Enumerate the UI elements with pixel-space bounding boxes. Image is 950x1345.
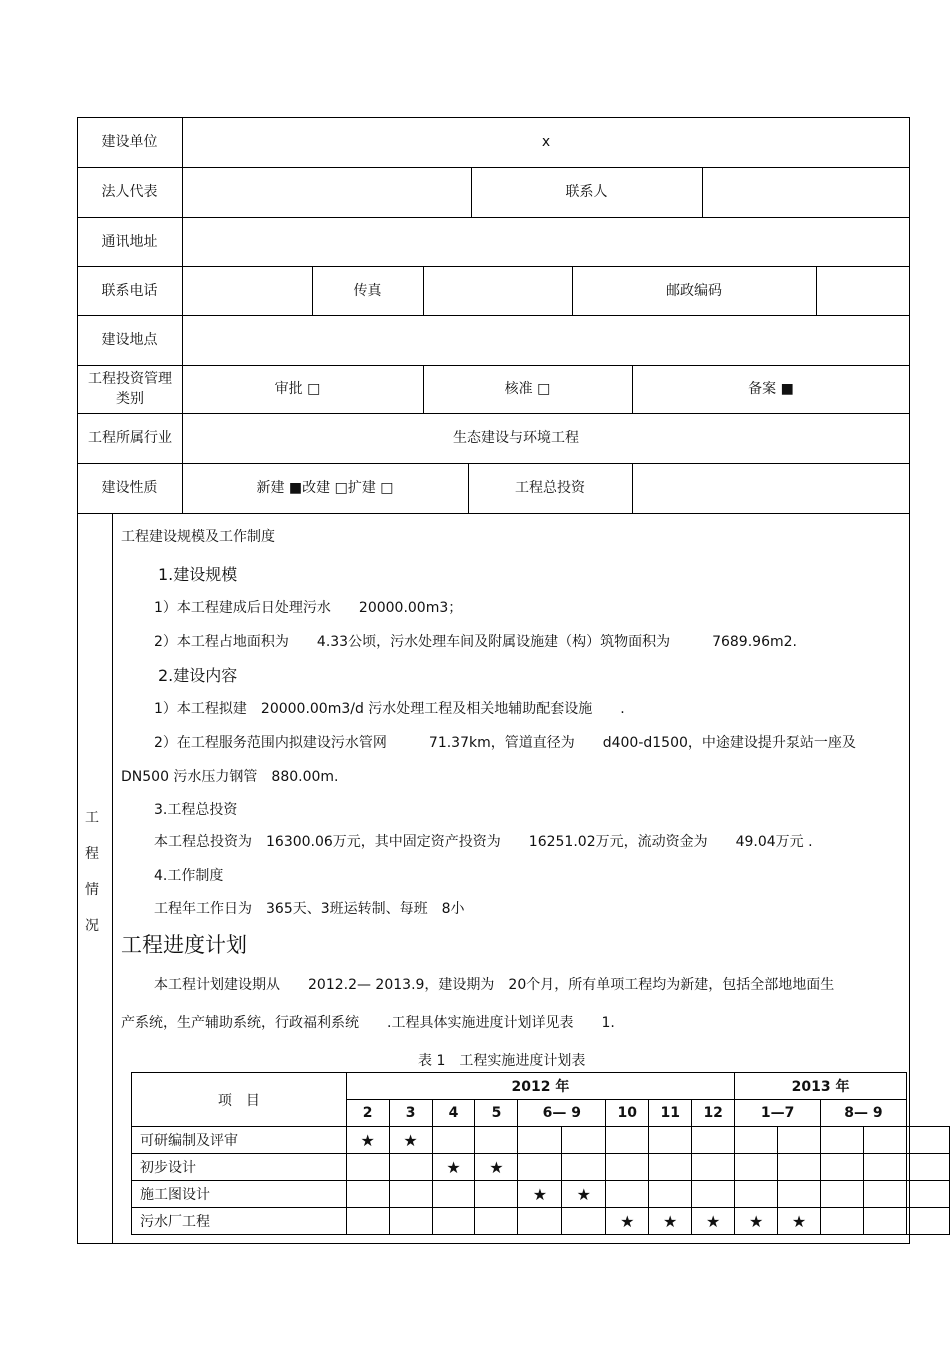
row-divider bbox=[77, 315, 910, 316]
schedule-cell bbox=[562, 1181, 606, 1208]
col-divider bbox=[632, 463, 633, 513]
row-divider bbox=[77, 217, 910, 218]
schedule-cell bbox=[432, 1208, 475, 1235]
scale-item-2: 2）本工程占地面积为 4.33公顷，污水处理车间及附属设施建（构）筑物面积为 7689.96m2. bbox=[154, 634, 797, 650]
industry-value: 生态建设与环境工程 bbox=[453, 430, 579, 446]
schedule-cell bbox=[692, 1181, 735, 1208]
schedule-cell bbox=[475, 1208, 518, 1235]
heading-scale: 1.建设规模 bbox=[158, 565, 238, 584]
schedule-cell bbox=[518, 1127, 562, 1154]
phone-label: 联系电话 bbox=[101, 282, 158, 299]
schedule-cell bbox=[389, 1154, 432, 1181]
table-caption: 表 1 工程实施进度计划表 bbox=[418, 1053, 586, 1069]
schedule-cell bbox=[863, 1208, 906, 1235]
schedule-cell bbox=[606, 1181, 649, 1208]
schedule-cell bbox=[389, 1208, 432, 1235]
schedule-cell bbox=[432, 1181, 475, 1208]
site-label: 建设地点 bbox=[101, 332, 158, 348]
schedule-cell bbox=[389, 1127, 432, 1154]
year-2013-header: 2013 年 bbox=[735, 1073, 907, 1100]
schedule-cell bbox=[906, 1208, 949, 1235]
item-header: 项 目 bbox=[132, 1073, 347, 1127]
month-header: 10 bbox=[606, 1100, 649, 1127]
star-icon: ★ bbox=[403, 1130, 418, 1150]
year-2012-header: 2012 年 bbox=[346, 1073, 734, 1100]
schedule-cell bbox=[821, 1208, 864, 1235]
total-invest-label: 工程总投资 bbox=[515, 480, 585, 496]
table-row bbox=[132, 1127, 950, 1154]
fax-label: 传真 bbox=[353, 282, 382, 299]
schedule-cell bbox=[562, 1127, 606, 1154]
construction-unit-value: x bbox=[541, 134, 551, 150]
mgmt-record-option: 备案 ■ bbox=[748, 381, 794, 397]
plan-title: 工程进度计划 bbox=[121, 933, 247, 957]
heading-content: 2.建设内容 bbox=[158, 666, 238, 685]
construction-unit-label: 建设单位 bbox=[101, 134, 158, 150]
schedule-cell bbox=[649, 1154, 692, 1181]
address-label: 通讯地址 bbox=[101, 233, 158, 250]
month-header: 8— 9 bbox=[821, 1100, 907, 1127]
star-icon: ★ bbox=[663, 1211, 678, 1231]
schedule-cell bbox=[821, 1181, 864, 1208]
schedule-cell bbox=[606, 1154, 649, 1181]
col-divider bbox=[423, 266, 424, 315]
month-header: 12 bbox=[692, 1100, 735, 1127]
task-name: 初步设计 bbox=[132, 1154, 347, 1181]
schedule-cell bbox=[821, 1127, 864, 1154]
schedule-cell bbox=[432, 1154, 475, 1181]
schedule-cell bbox=[906, 1154, 949, 1181]
schedule-cell bbox=[562, 1208, 606, 1235]
schedule-cell bbox=[346, 1154, 389, 1181]
industry-label: 工程所属行业 bbox=[88, 430, 172, 446]
contact-label: 联系人 bbox=[565, 184, 608, 200]
schedule-cell bbox=[562, 1154, 606, 1181]
star-icon: ★ bbox=[791, 1211, 807, 1231]
month-header: 5 bbox=[475, 1100, 518, 1127]
work-text: 工程年工作日为 365天、3班运转制、每班 8小 bbox=[154, 901, 465, 917]
table-row bbox=[132, 1181, 950, 1208]
heading-work: 4.工作制度 bbox=[154, 868, 224, 884]
schedule-cell bbox=[692, 1208, 735, 1235]
plan-text-1: 本工程计划建设期从 2012.2— 2013.9，建设期为 20个月，所有单项工程均为新建，包括全部地地面生 bbox=[154, 977, 835, 993]
heading-invest: 3.工程总投资 bbox=[154, 802, 238, 818]
schedule-cell bbox=[518, 1208, 562, 1235]
mgmt-approve-option: 审批 □ bbox=[274, 381, 321, 397]
schedule-table bbox=[131, 1072, 950, 1235]
schedule-cell bbox=[735, 1127, 778, 1154]
situation-side-label: 工程情况 bbox=[85, 810, 99, 934]
schedule-cell bbox=[863, 1154, 906, 1181]
mgmt-type-label: 工程投资管理类别 bbox=[88, 371, 172, 407]
schedule-cell bbox=[475, 1154, 518, 1181]
nature-label: 建设性质 bbox=[101, 480, 158, 496]
schedule-cell bbox=[606, 1127, 649, 1154]
scale-item-1: 1）本工程建成后日处理污水 20000.00m3； bbox=[154, 600, 463, 616]
schedule-cell bbox=[432, 1127, 475, 1154]
schedule-cell bbox=[906, 1127, 949, 1154]
star-icon: ★ bbox=[489, 1157, 504, 1177]
schedule-cell bbox=[475, 1181, 518, 1208]
star-icon: ★ bbox=[360, 1130, 375, 1150]
mgmt-verify-option: 核准 □ bbox=[504, 381, 551, 397]
task-name: 污水厂工程 bbox=[132, 1208, 347, 1235]
content-item-2-cont: DN500 污水压力钢管 880.00m. bbox=[121, 769, 339, 785]
schedule-cell bbox=[821, 1154, 864, 1181]
schedule-cell bbox=[778, 1181, 821, 1208]
schedule-cell bbox=[906, 1181, 949, 1208]
schedule-cell bbox=[735, 1208, 778, 1235]
table-row bbox=[132, 1154, 950, 1181]
star-icon: ★ bbox=[748, 1211, 764, 1231]
star-icon: ★ bbox=[446, 1157, 461, 1177]
legal-rep-label: 法人代表 bbox=[101, 184, 158, 200]
month-header: 2 bbox=[346, 1100, 389, 1127]
month-header: 11 bbox=[649, 1100, 692, 1127]
schedule-cell bbox=[692, 1127, 735, 1154]
month-header: 3 bbox=[389, 1100, 432, 1127]
schedule-cell bbox=[735, 1154, 778, 1181]
table-row bbox=[132, 1208, 950, 1235]
schedule-cell bbox=[518, 1154, 562, 1181]
plan-text-2: 产系统，生产辅助系统，行政福利系统 .工程具体实施进度计划详见表 1. bbox=[121, 1015, 615, 1031]
month-header: 4 bbox=[432, 1100, 475, 1127]
schedule-cell bbox=[346, 1127, 389, 1154]
task-name: 可研编制及评审 bbox=[132, 1127, 347, 1154]
postcode-label: 邮政编码 bbox=[666, 282, 722, 299]
star-icon: ★ bbox=[706, 1211, 721, 1231]
schedule-cell bbox=[649, 1127, 692, 1154]
situation-intro: 工程建设规模及工作制度 bbox=[121, 529, 275, 545]
month-header: 6— 9 bbox=[518, 1100, 606, 1127]
schedule-cell bbox=[778, 1208, 821, 1235]
schedule-cell bbox=[692, 1154, 735, 1181]
invest-text: 本工程总投资为 16300.06万元，其中固定资产投资为 16251.02万元，流动资金为 49.04万元 . bbox=[154, 834, 813, 850]
schedule-cell bbox=[649, 1181, 692, 1208]
schedule-cell bbox=[346, 1208, 389, 1235]
schedule-cell bbox=[778, 1127, 821, 1154]
month-header: 1—7 bbox=[735, 1100, 821, 1127]
star-icon: ★ bbox=[532, 1184, 548, 1204]
schedule-cell bbox=[475, 1127, 518, 1154]
star-icon: ★ bbox=[620, 1211, 635, 1231]
star-icon: ★ bbox=[576, 1184, 591, 1204]
schedule-cell bbox=[778, 1154, 821, 1181]
schedule-cell bbox=[649, 1208, 692, 1235]
content-item-2: 2）在工程服务范围内拟建设污水管网 71.37km，管道直径为 d400-d1500，中途建设提升泵站一座及 bbox=[154, 735, 856, 751]
col-divider bbox=[816, 266, 817, 315]
schedule-cell bbox=[863, 1127, 906, 1154]
schedule-cell bbox=[863, 1181, 906, 1208]
col-divider bbox=[702, 167, 703, 217]
nature-value: 新建 ■改建 □扩建 □ bbox=[256, 480, 394, 496]
side-column-divider bbox=[112, 513, 113, 1244]
schedule-cell bbox=[389, 1181, 432, 1208]
schedule-cell bbox=[518, 1181, 562, 1208]
schedule-cell bbox=[346, 1181, 389, 1208]
schedule-cell bbox=[606, 1208, 649, 1235]
task-name: 施工图设计 bbox=[132, 1181, 347, 1208]
schedule-cell bbox=[735, 1181, 778, 1208]
row-divider bbox=[77, 513, 910, 514]
content-item-1: 1）本工程拟建 20000.00m3/d 污水处理工程及相关地辅助配套设施 . bbox=[154, 701, 625, 717]
